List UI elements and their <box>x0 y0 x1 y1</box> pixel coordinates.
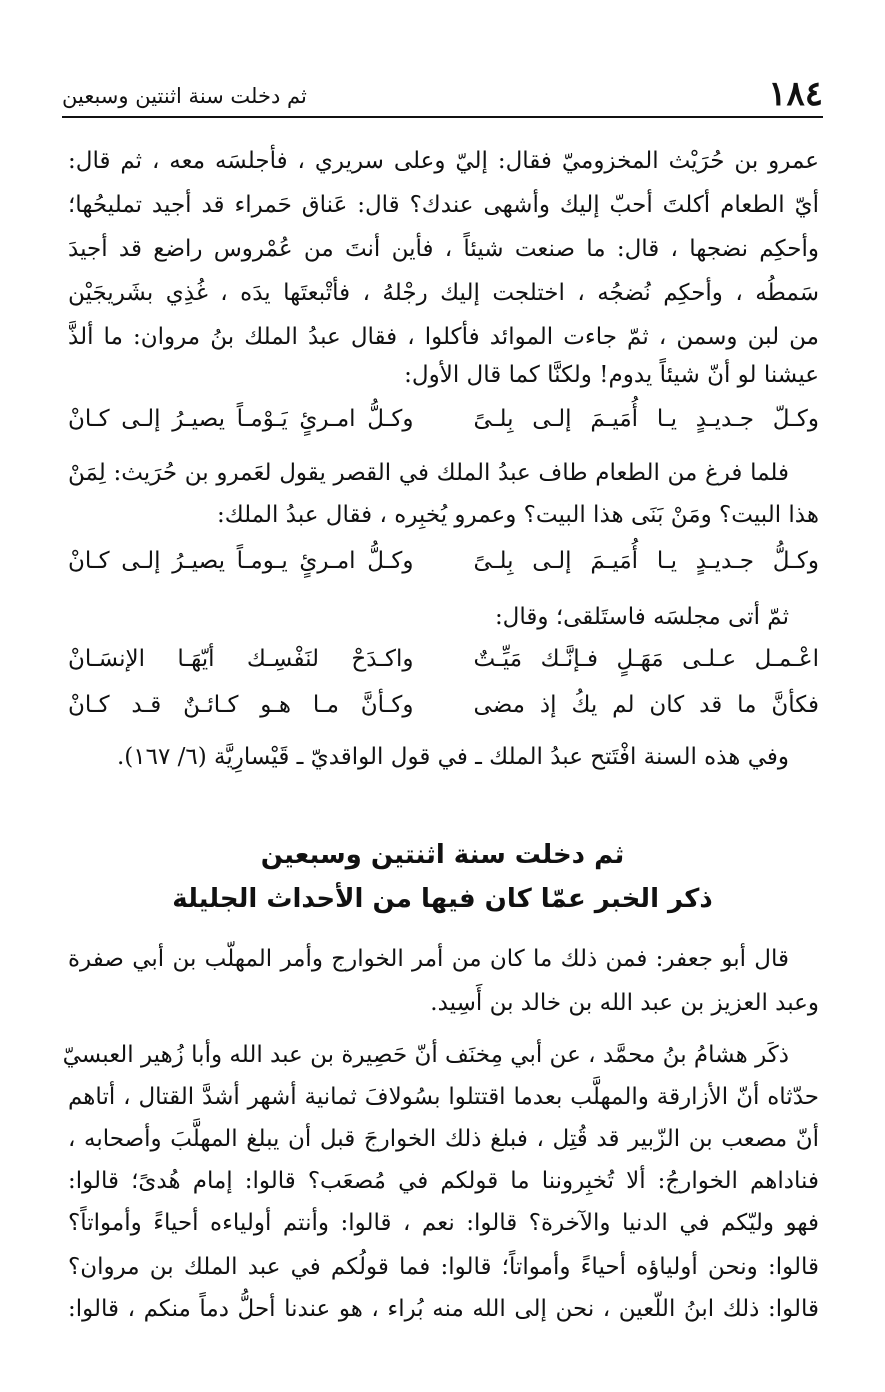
text-line: من لبن وسمن ، ثمّ جاءت الموائد فأكلوا ، فقال عبدُ الملك بنُ مروان: ما ألذَّ <box>68 324 819 350</box>
text-line: قالوا: ذلك ابنُ اللّعين ، نحن إلى الله منه بُراء ، هو عندنا أحلُّ دماً منكم ، قالوا: <box>68 1296 819 1322</box>
text-line: وأحكِم نضجها ، قال: ما صنعت شيئاً ، فأين أنتَ من عُمْروس راضع قد أجيدَ <box>68 236 819 262</box>
text-line: عمرو بن حُرَيْث المخزوميّ فقال: إليّ وعلى سريري ، فأجلسَه معه ، ثم قال: <box>68 148 819 174</box>
text-line: ثمّ أتى مجلسَه فاستَلقى؛ وقال: <box>494 604 789 630</box>
text-line: وعبد العزيز بن عبد الله بن خالد بن أَسِيد. <box>430 990 819 1016</box>
text-line: أيّ الطعام أكلتَ أحبّ إليك وأشهى عندك؟ قال: عَناق حَمراء قد أجيد تمليحُها؛ <box>68 192 819 218</box>
text-line: عيشنا لو أنّ شيئاً يدوم! ولكنَّا كما قال الأول: <box>404 362 819 388</box>
verse-first-hemistich: وكـلُّ جـديـدٍ يـا أُمَيـمَ إلـى بِلـىً <box>473 548 819 574</box>
page-number: ١٨٤ <box>768 74 823 114</box>
text-line: فهو وليّكم في الدنيا والآخرة؟ قالوا: نعم ، قالوا: وأنتم أولياءه أحياءً وأمواتاً؟ <box>68 1210 819 1236</box>
page-header <box>62 70 823 118</box>
verse-first-hemistich: اعْـمـل عـلـى مَهَـلٍ فـإنَّـك مَيِّـتٌ <box>473 646 819 672</box>
verse-second-hemistich: وكـلُّ امـرئٍ يَـوْمـاً يصيـرُ إلـى كـانْ <box>68 406 414 432</box>
text-line: هذا البيت؟ ومَنْ بَنَى هذا البيت؟ وعمرو يُخبِره ، فقال عبدُ الملك: <box>217 502 819 528</box>
text-line: سَمطُه ، وأحكِم نُضجُه ، اختلجت إليك رجْلهُ ، فأتْبعتَها يدَه ، غُذِي بشَريجَيْن <box>68 280 819 306</box>
verse-second-hemistich: وكـلُّ امـرئٍ يـومـاً يصيـرُ إلـى كـانْ <box>68 548 414 574</box>
section-subheading: ذكر الخبر عمّا كان فيها من الأحداث الجليلة <box>172 884 713 914</box>
text-line: فلما فرغ من الطعام طاف عبدُ الملك في القصر يقول لعَمرو بن حُرَيث: لِمَنْ <box>68 460 789 486</box>
text-line: قال أبو جعفر: فمن ذلك ما كان من أمر الخوارج وأمر المهلّب بن أبي صفرة <box>68 946 789 972</box>
text-line: فناداهم الخوارجُ: ألا تُخبِروننا ما قولكم في مُصعَب؟ قالوا: إمام هُدىً؛ قالوا: <box>68 1168 819 1194</box>
text-line: قالوا: ونحن أولياؤه أحياءً وأمواتاً؛ قالوا: فما قولُكم في عبد الملك بن مروان؟ <box>68 1254 819 1280</box>
verse-first-hemistich: وكـلّ جـديـدٍ يـا أُمَيـمَ إلـى بِلـىً <box>473 406 819 432</box>
text-line: وفي هذه السنة افْتَتح عبدُ الملك ـ في قول الواقديّ ـ قَيْسارِيَّة (٦/ ١٦٧). <box>116 744 789 770</box>
text-line: حدّثاه أنّ الأزارقة والمهلَّب بعدما اقتتلوا بسُولافَ ثمانية أشهر أشدَّ القتال ، أتاهم <box>68 1084 819 1110</box>
verse-first-hemistich: فكأنَّ ما قد كان لم يكُ إذ مضى <box>473 692 819 718</box>
verse-second-hemistich: واكـدَحْ لنَفْسِـك أيّهَـا الإنسَـانْ <box>68 646 414 672</box>
verse-second-hemistich: وكـأنَّ مـا هـو كـائـنٌ قـد كـانْ <box>68 692 414 718</box>
section-heading: ثم دخلت سنة اثنتين وسبعين <box>260 840 625 870</box>
text-line: ذكَر هشامُ بنُ محمَّد ، عن أبي مِخنَف أنّ حَصِيرة بن عبد الله وأبا زُهير العبسيّ <box>62 1042 789 1068</box>
running-head: ثم دخلت سنة اثنتين وسبعين <box>62 84 307 108</box>
text-line: أنّ مصعب بن الزّبير قد قُتِل ، فبلغ ذلك الخوارجَ قبل أن يبلغ المهلَّبَ وأصحابه ، <box>68 1126 819 1152</box>
